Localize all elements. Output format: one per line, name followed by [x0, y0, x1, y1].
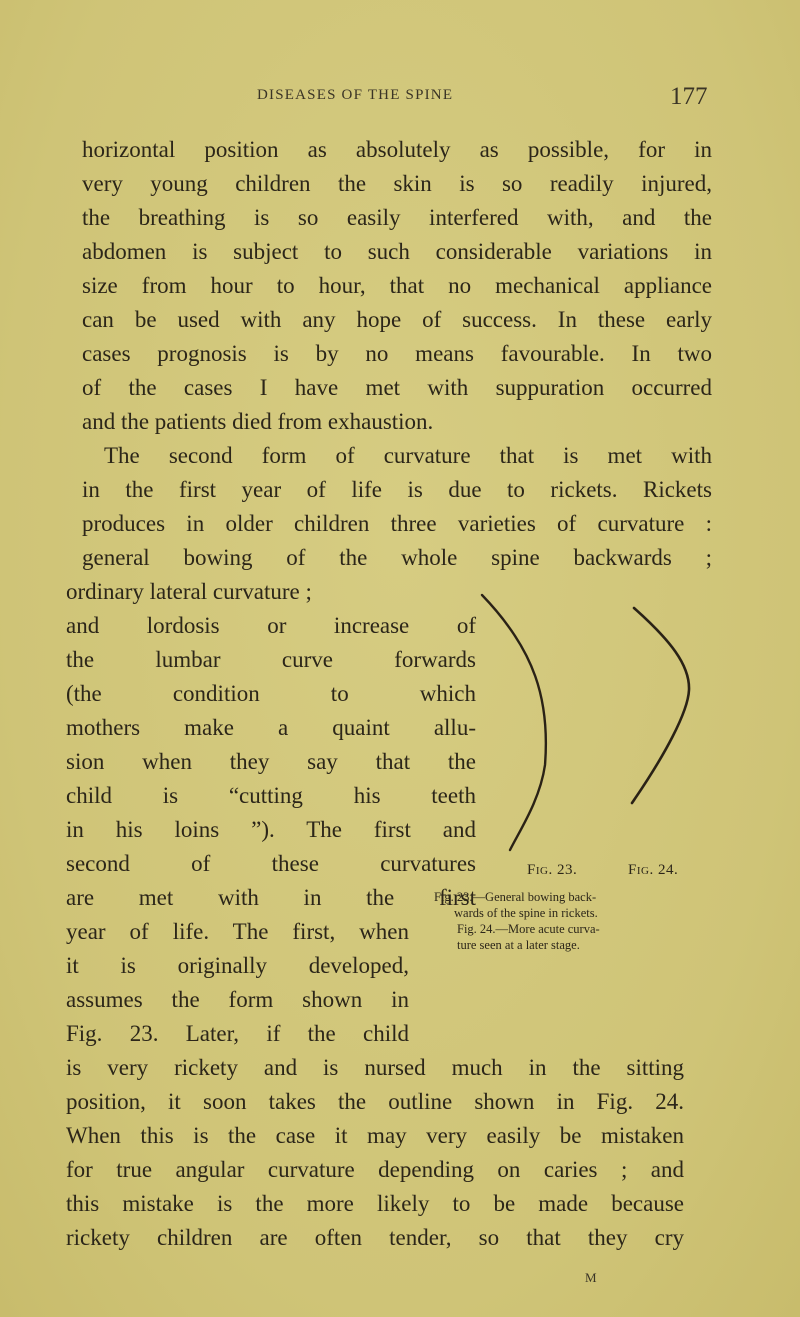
text-line: are met with in the first — [66, 885, 476, 910]
text-line: in the first year of life is due to rickets. Rickets — [82, 477, 712, 502]
page-number: 177 — [670, 83, 708, 110]
text-line: mothers make a quaint allu- — [66, 715, 476, 740]
figure-24-label: Fig. 24. — [628, 862, 679, 878]
text-line: sion when they say that the — [66, 749, 476, 774]
text-line: of the cases I have met with suppuration occurred — [82, 375, 712, 400]
text-line: produces in older children three varieties of curvature : — [82, 511, 712, 536]
text-line: this mistake is the more likely to be made because — [66, 1191, 684, 1216]
text-line: and lordosis or increase of — [66, 613, 476, 638]
text-line: in his loins ”). The first and — [66, 817, 476, 842]
text-line: child is “cutting his teeth — [66, 783, 476, 808]
caption-line: Fig. 24.—More acute curva- — [457, 922, 600, 936]
signature-mark: M — [585, 1270, 597, 1285]
text-line: general bowing of the whole spine backwards ; — [82, 545, 712, 570]
text-line: size from hour to hour, that no mechanical appliance — [82, 273, 712, 298]
text-line: it is originally developed, — [66, 953, 409, 978]
text-line: assumes the form shown in — [66, 987, 409, 1012]
text-line: second of these curvatures — [66, 851, 476, 876]
spine-curve-gentle-icon — [482, 595, 546, 850]
text-line: is very rickety and is nursed much in the sitting — [66, 1055, 684, 1080]
text-line: cases prognosis is by no means favourable. In two — [82, 341, 712, 366]
caption-line: ture seen at a later stage. — [457, 938, 580, 952]
text-line: abdomen is subject to such considerable variations in — [82, 239, 712, 264]
text-line: horizontal position as absolutely as possible, for in — [82, 137, 712, 162]
text-line: year of life. The first, when — [66, 919, 409, 944]
spine-curve-acute-icon — [632, 608, 689, 803]
text-line: can be used with any hope of success. In these early — [82, 307, 712, 332]
figure-23-label: Fig. 23. — [527, 862, 578, 878]
text-line: very young children the skin is so readily injured, — [82, 171, 712, 196]
text-line: the lumbar curve forwards — [66, 647, 476, 672]
text-line: for true angular curvature depending on caries ; and — [66, 1157, 684, 1182]
text-line: position, it soon takes the outline shown in Fig. 24. — [66, 1089, 684, 1114]
text-line-indent: The second form of curvature that is met with — [104, 443, 712, 468]
text-line: the breathing is so easily interfered with, and the — [82, 205, 712, 230]
text-line: ordinary lateral curvature ; — [66, 579, 312, 604]
text-line: When this is the case it may very easily be mistaken — [66, 1123, 684, 1148]
running-head: DISEASES OF THE SPINE — [257, 87, 454, 103]
caption-line: wards of the spine in rickets. — [454, 906, 598, 920]
text-line: rickety children are often tender, so that they cry — [66, 1225, 684, 1250]
caption-line: Fig. 23.—General bowing back- — [434, 890, 597, 904]
text-line: and the patients died from exhaustion. — [82, 409, 434, 434]
text-line: (the condition to which — [66, 681, 476, 706]
text-line: Fig. 23. Later, if the child — [66, 1021, 409, 1046]
